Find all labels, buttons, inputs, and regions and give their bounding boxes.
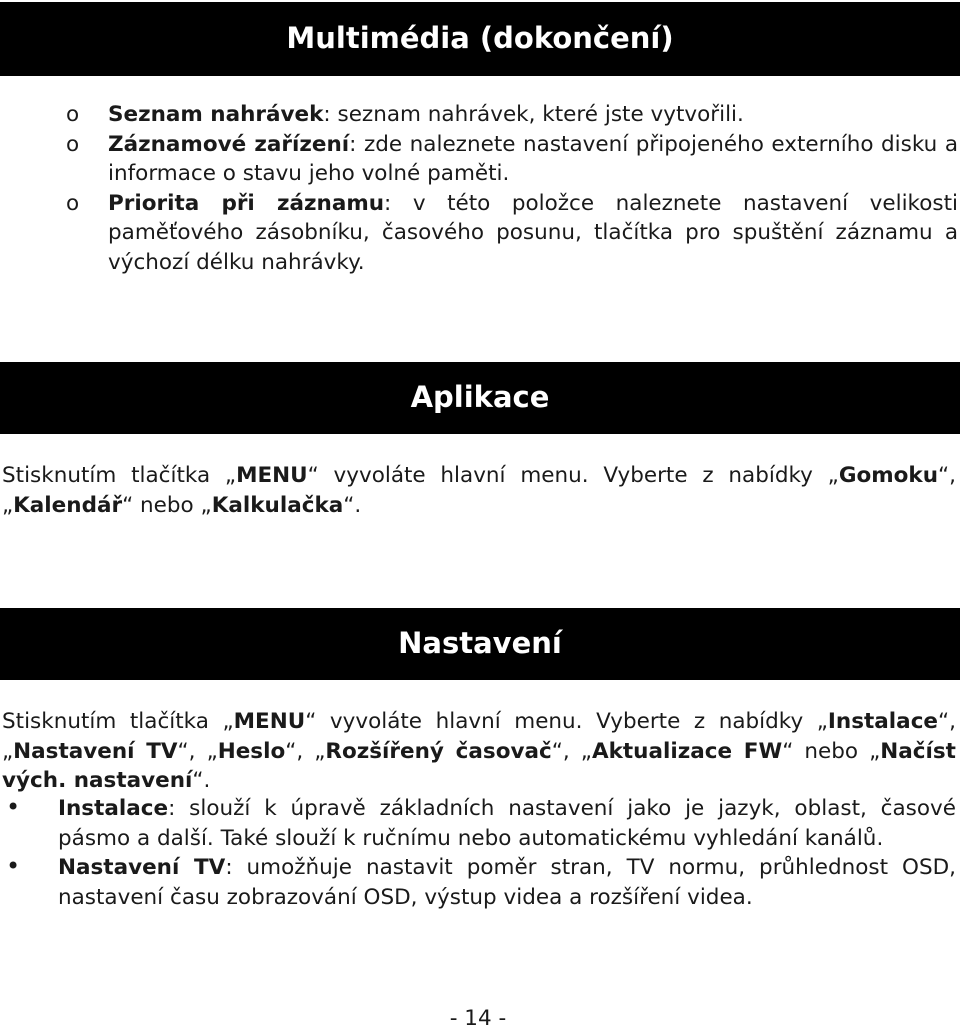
circle-bullet-icon: o (66, 102, 80, 127)
section-title: Nastavení (398, 626, 562, 661)
description: : zde naleznete nastavení připojeného externího disku a informace o stavu jeho volné paměti. (108, 131, 958, 186)
app-calculator: Kalkulačka (211, 492, 344, 518)
recordings-list (0, 100, 958, 277)
setting-password: Heslo (217, 738, 286, 764)
text: “, „ (177, 738, 218, 764)
section-header-multimedia (0, 2, 960, 76)
setting-factory-reset: Načíst vých. nastavení (2, 738, 956, 793)
term: Nastavení TV (58, 855, 226, 880)
text: “, „ (551, 738, 592, 764)
page-number-text: - 14 - (449, 1006, 507, 1031)
text: Stisknutím tlačítka „ (2, 709, 234, 734)
list-item-recording-priority (0, 189, 958, 278)
text: Stisknutím tlačítka „ (2, 463, 237, 488)
circle-bullet-icon: o (66, 131, 80, 157)
setting-tv: Nastavení TV (13, 738, 178, 764)
bullet-icon: • (6, 852, 21, 880)
settings-list (0, 794, 956, 912)
circle-bullet-icon: o (66, 190, 80, 216)
bullet-icon: • (6, 793, 21, 821)
menu-key-label: MENU (233, 709, 306, 734)
text: “. (192, 768, 211, 793)
description: : seznam nahrávek, které jste vytvořili. (323, 102, 744, 127)
page-number (0, 1004, 960, 1034)
section-header-settings (0, 608, 960, 680)
text: “ vyvoláte hlavní menu. Vyberte z nabídky „ (307, 463, 839, 488)
settings-paragraph (2, 707, 956, 796)
setting-timer: Rozšířený časovač (325, 738, 552, 764)
menu-key-label: MENU (236, 463, 308, 488)
list-item-installation (0, 794, 956, 853)
term: Seznam nahrávek (108, 102, 324, 127)
list-item-recording-list (0, 100, 958, 130)
description: : umožňuje nastavit poměr stran, TV normu, průhlednost OSD, nastavení času zobrazování OSD, výstup videa a rozšíření videa. (58, 855, 957, 910)
term: Instalace (58, 796, 169, 821)
section-title: Aplikace (410, 380, 550, 415)
description: : v této položce naleznete nastavení velikosti paměťového zásobníku, časového posunu, tlačítka pro spuštění záznamu a výchozí délku nahrávky. (108, 190, 958, 275)
list-item-recording-device (0, 130, 958, 189)
setting-installation: Instalace (827, 709, 939, 734)
section-header-apps (0, 362, 960, 434)
text: “, „ (2, 463, 957, 518)
text: “, „ (2, 709, 956, 764)
app-calendar: Kalendář (13, 492, 123, 518)
section-title: Multimédia (dokončení) (286, 21, 674, 56)
list-item-tv-settings (0, 853, 956, 912)
setting-fw-update: Aktualizace FW (591, 738, 783, 764)
app-gomoku: Gomoku (838, 463, 939, 488)
term: Záznamové zařízení (108, 131, 350, 157)
text: “ vyvoláte hlavní menu. Vyberte z nabídky „ (305, 709, 828, 734)
text: “, „ (285, 738, 326, 764)
apps-paragraph (2, 461, 956, 520)
text: “ nebo „ (122, 492, 212, 518)
description: : slouží k úpravě základních nastavení jako je jazyk, oblast, časové pásmo a další. Také slouží k ručnímu nebo automatickému vyhledání kanálů. (58, 796, 956, 851)
text: “ nebo „ (782, 738, 881, 764)
text: “. (343, 492, 362, 518)
term: Priorita při záznamu (108, 190, 385, 216)
